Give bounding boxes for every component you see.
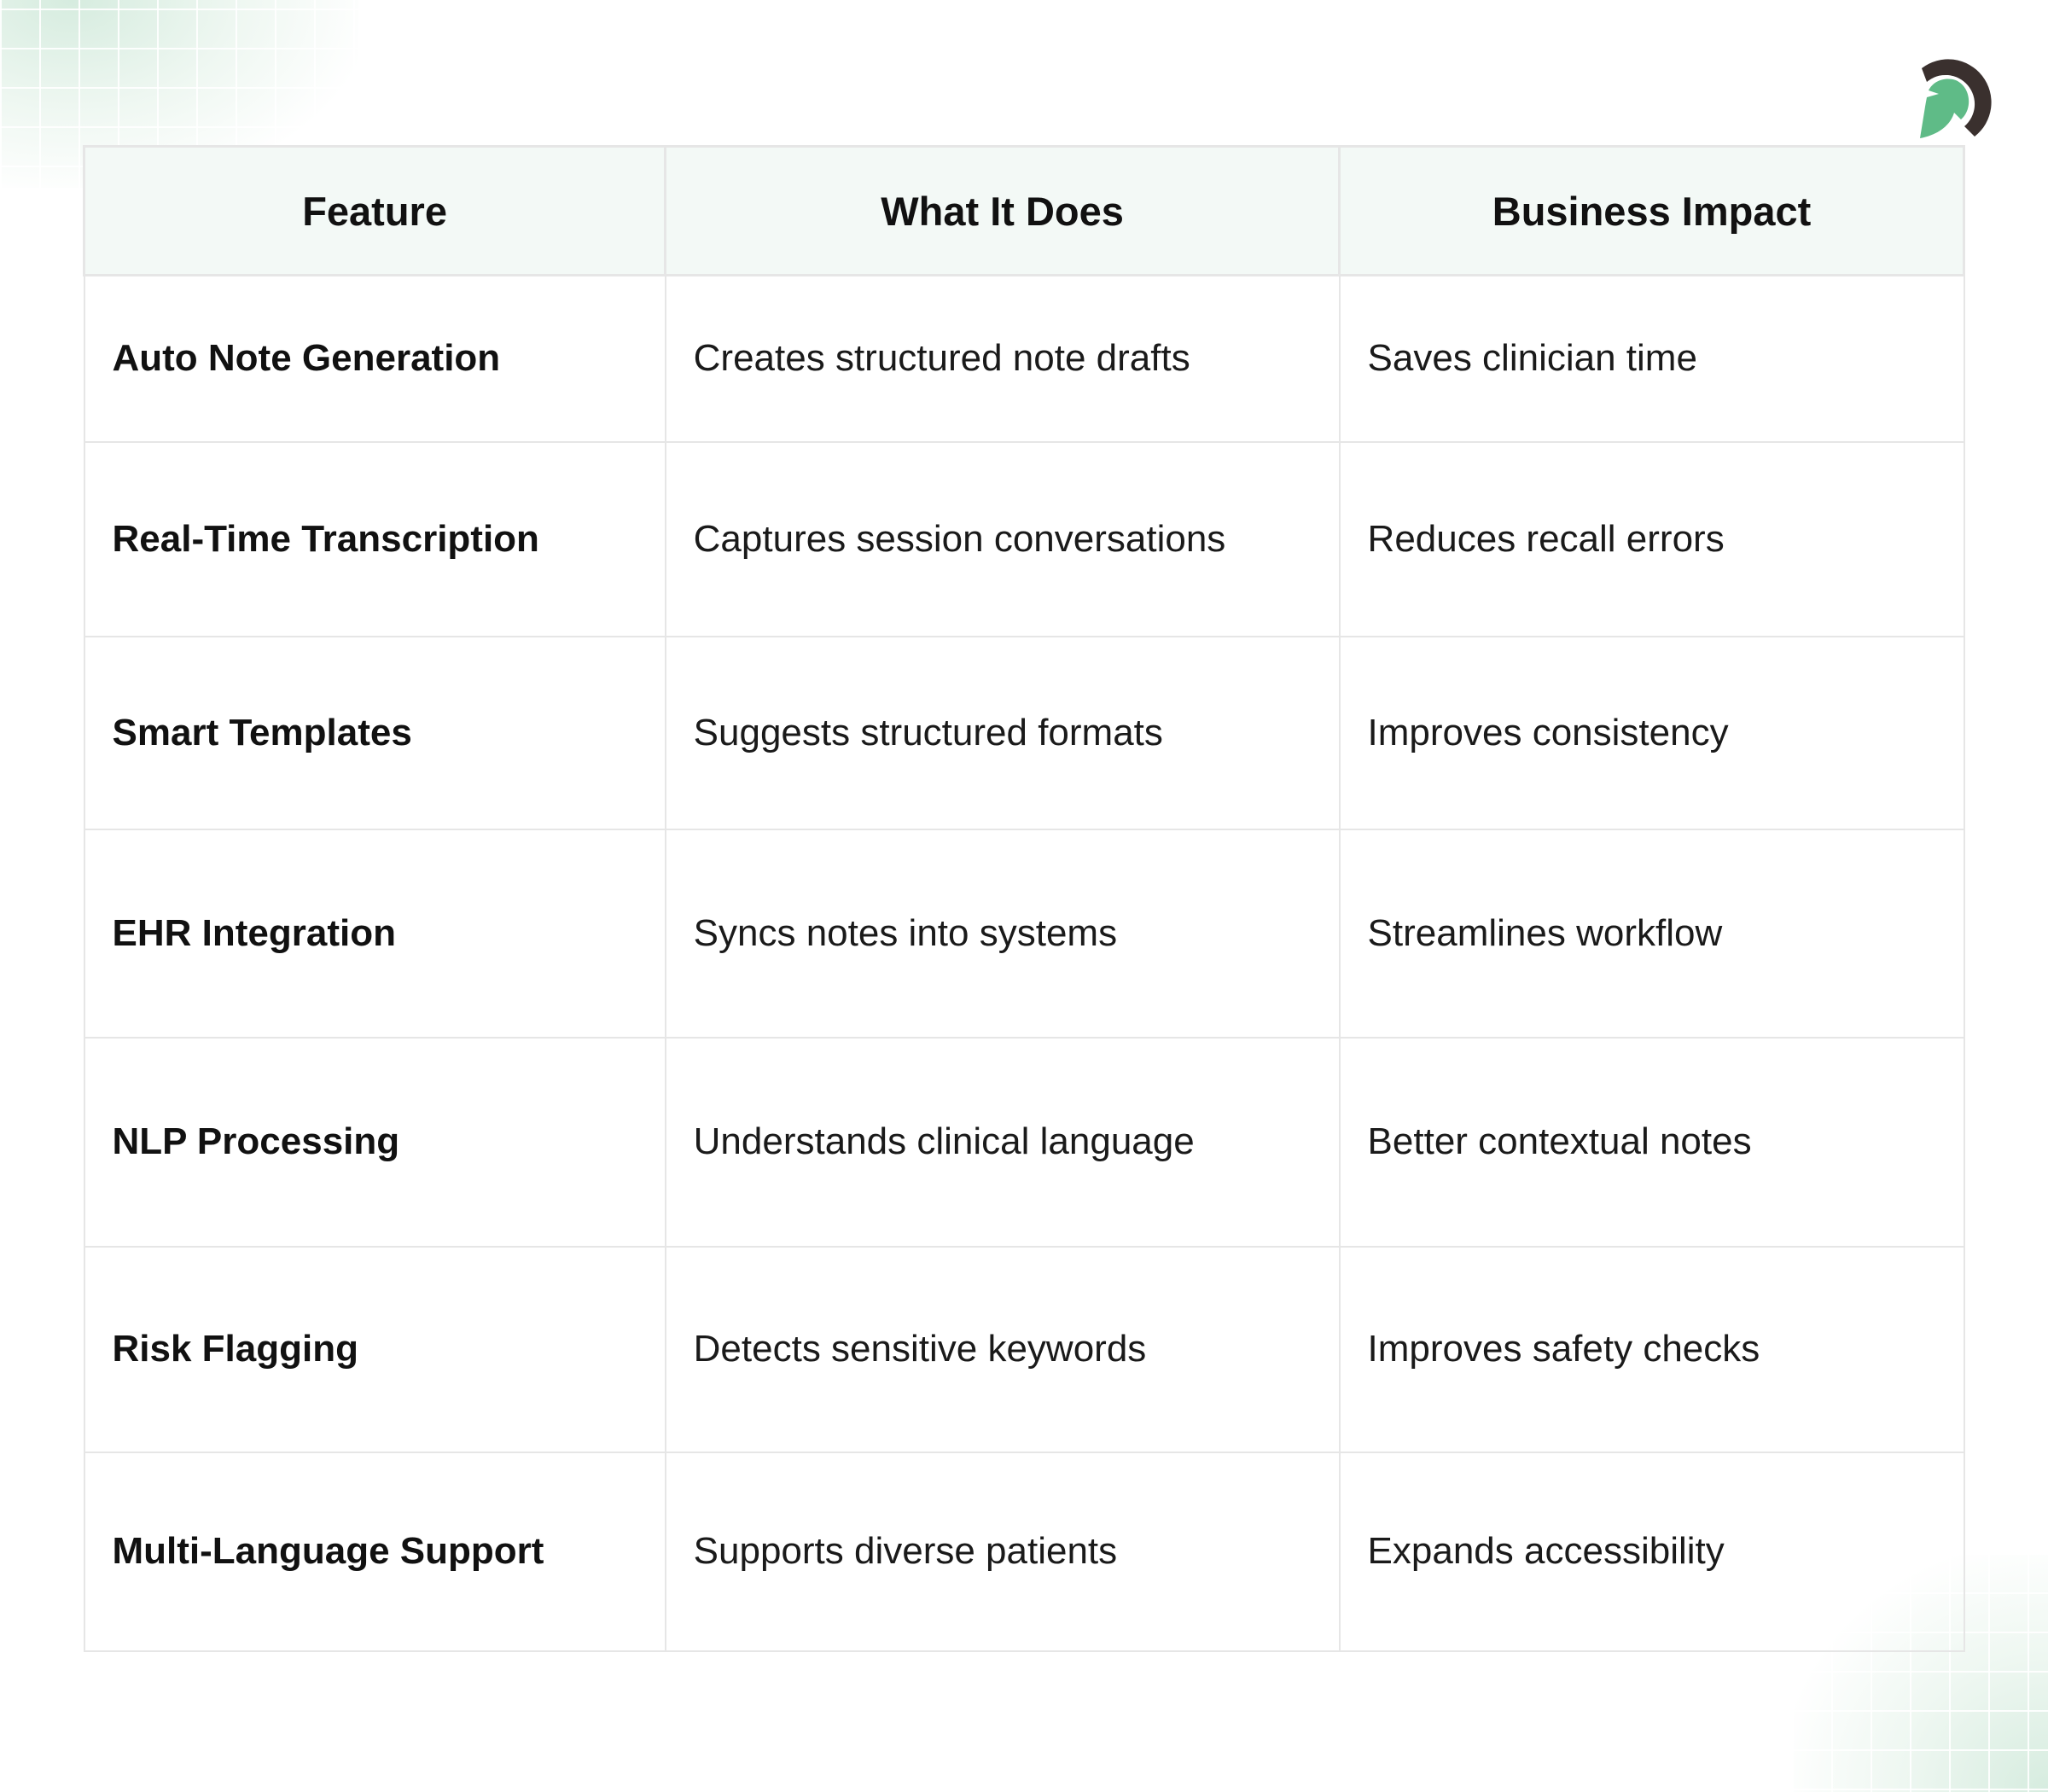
header-business-impact: Business Impact [1340, 147, 1964, 276]
brand-logo-icon [1911, 58, 1997, 143]
feature-cell: Real-Time Transcription [84, 442, 666, 637]
what-it-does-cell: Creates structured note drafts [666, 276, 1340, 442]
table-row [84, 637, 1964, 829]
what-it-does-cell: Supports diverse patients [666, 1452, 1340, 1651]
table-header-row [84, 147, 1964, 276]
business-impact-cell: Expands accessibility [1340, 1452, 1964, 1651]
business-impact-cell: Saves clinician time [1340, 276, 1964, 442]
feature-cell: Risk Flagging [84, 1247, 666, 1452]
business-impact-cell: Improves consistency [1340, 637, 1964, 829]
what-it-does-cell: Syncs notes into systems [666, 829, 1340, 1038]
table-row [84, 1247, 1964, 1452]
business-impact-cell: Improves safety checks [1340, 1247, 1964, 1452]
what-it-does-cell: Understands clinical language [666, 1038, 1340, 1247]
feature-table [83, 145, 1965, 1652]
business-impact-cell: Streamlines workflow [1340, 829, 1964, 1038]
header-feature: Feature [84, 147, 666, 276]
business-impact-cell: Better contextual notes [1340, 1038, 1964, 1247]
table-row [84, 442, 1964, 637]
feature-cell: NLP Processing [84, 1038, 666, 1247]
what-it-does-cell: Suggests structured formats [666, 637, 1340, 829]
business-impact-cell: Reduces recall errors [1340, 442, 1964, 637]
table-row [84, 829, 1964, 1038]
what-it-does-cell: Detects sensitive keywords [666, 1247, 1340, 1452]
feature-cell: EHR Integration [84, 829, 666, 1038]
header-what-it-does: What It Does [666, 147, 1340, 276]
feature-cell: Multi-Language Support [84, 1452, 666, 1651]
table-row [84, 1038, 1964, 1247]
feature-cell: Auto Note Generation [84, 276, 666, 442]
feature-cell: Smart Templates [84, 637, 666, 829]
table-row [84, 276, 1964, 442]
what-it-does-cell: Captures session conversations [666, 442, 1340, 637]
table-row [84, 1452, 1964, 1651]
